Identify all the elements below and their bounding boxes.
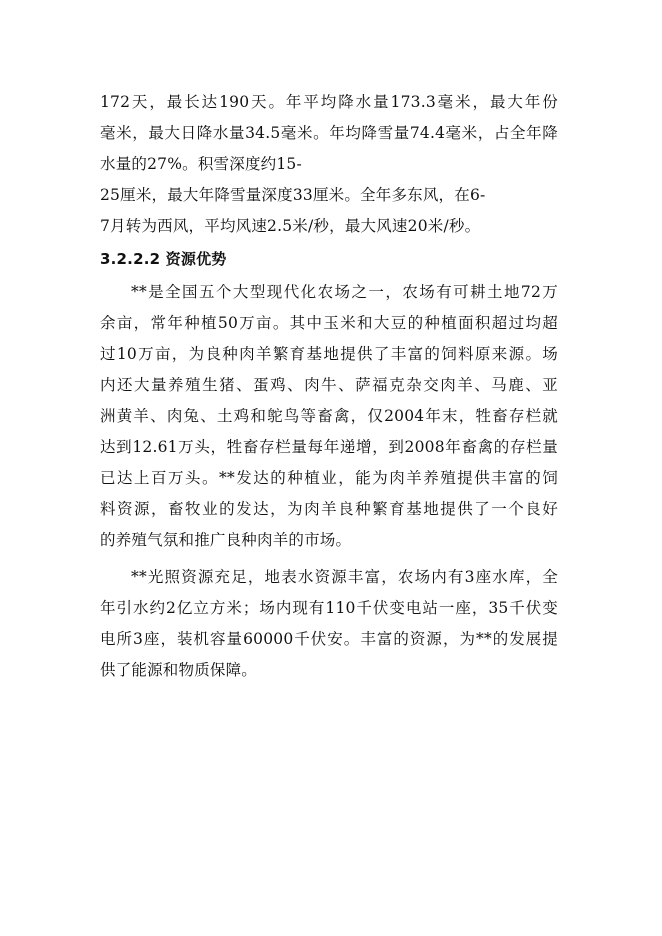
text-line: **是全国五个大型现代化农场之一，农场有可耕土地72万 (131, 283, 558, 301)
section-heading: 3.2.2.2 资源优势 (100, 250, 227, 268)
text-line: 电所3座，装机容量60000千伏安。丰富的资源，为**的发展提 (100, 630, 558, 648)
text-line: **光照资源充足，地表水资源丰富，农场内有3座水库，全 (131, 568, 558, 586)
text-line: 余亩，常年种植50万亩。其中玉米和大豆的种植面积超过均超 (100, 314, 558, 332)
text-line: 7月转为西风，平均风速2.5米/秒，最大风速20米/秒。 (100, 217, 481, 235)
text-line: 供了能源和物质保障。 (100, 661, 258, 679)
text-line: 172天，最长达190天。年平均降水量173.3毫米，最大年份 (100, 93, 558, 111)
text-line: 达到12.61万头，牲畜存栏量每年递增，到2008年畜禽的存栏量 (100, 438, 558, 456)
text-line: 水量的27%。积雪深度约15- (100, 155, 302, 173)
text-line: 的养殖气氛和推广良种肉羊的市场。 (100, 531, 352, 549)
text-line: 过10万亩，为良种肉羊繁育基地提供了丰富的饲料原来源。场 (100, 345, 558, 363)
text-line: 料资源，畜牧业的发达，为肉羊良种繁育基地提供了一个良好 (100, 500, 558, 518)
text-line: 毫米，最大日降水量34.5毫米。年均降雪量74.4毫米，占全年降 (100, 124, 558, 142)
text-line: 已达上百万头。**发达的种植业，能为肉羊养殖提供丰富的饲 (100, 469, 558, 487)
text-line: 25厘米，最大年降雪量深度33厘米。全年多东风，在6- (100, 186, 486, 204)
text-line: 洲黄羊、肉兔、土鸡和鸵鸟等畜禽，仅2004年末，牲畜存栏就 (100, 407, 558, 425)
text-line: 年引水约2亿立方米；场内现有110千伏变电站一座，35千伏变 (100, 599, 558, 617)
text-line: 内还大量养殖生猪、蛋鸡、肉牛、萨福克杂交肉羊、马鹿、亚 (100, 376, 558, 394)
